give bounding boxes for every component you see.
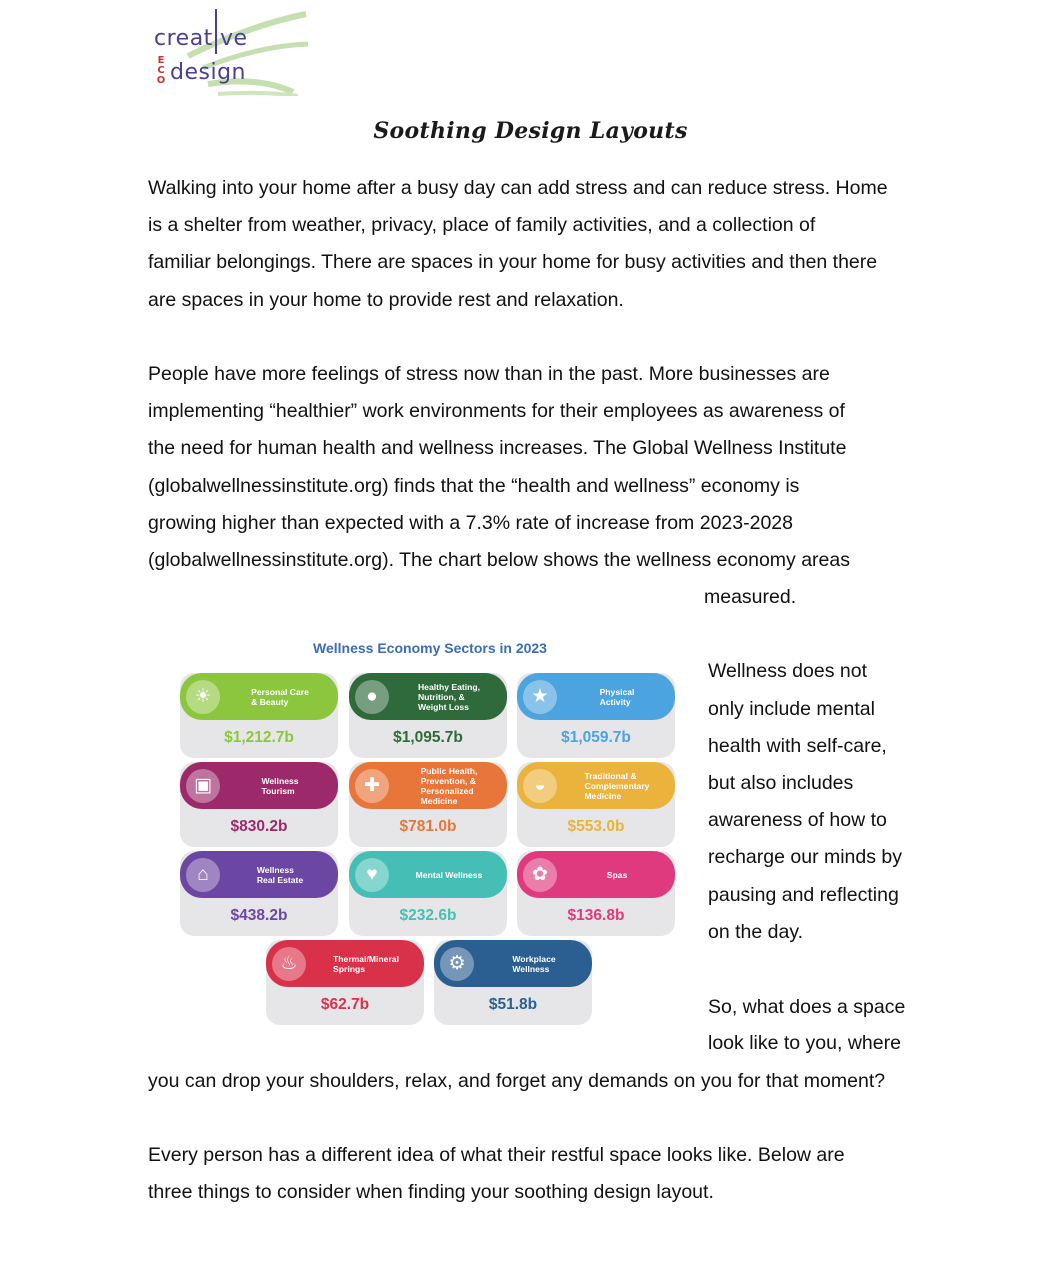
text-line: only include mental	[708, 698, 875, 720]
sector-pill	[517, 762, 675, 809]
text-line: the need for human health and wellness increases. The Global Wellness Institute	[148, 437, 847, 459]
text-line: familiar belongings. There are spaces in your home for busy activities and then there	[148, 251, 878, 273]
sector-icon: ☀	[186, 680, 220, 714]
sector-value: $1,212.7b	[224, 729, 294, 746]
text-line: pausing and reflecting	[708, 884, 899, 906]
sector-value: $1,095.7b	[393, 729, 463, 746]
sector-pill	[180, 673, 338, 720]
sector-value: $232.6b	[399, 907, 457, 924]
sector-card	[349, 673, 507, 758]
sector-label: Traditional & Complementary Medicine	[584, 770, 650, 801]
text-line: growing higher than expected with a 7.3% rate of increase from 2023-2028	[148, 512, 793, 534]
sector-label: Wellness Tourism	[261, 775, 299, 796]
sector-value: $136.8b	[567, 907, 625, 924]
sector-pill	[517, 851, 675, 898]
sector-label: Mental Wellness	[415, 869, 483, 880]
logo-eco-o: O	[156, 75, 166, 86]
sector-card	[517, 673, 675, 758]
sector-label: Healthy Eating, Nutrition, & Weight Loss	[417, 681, 481, 712]
text-line: measured.	[704, 586, 797, 608]
logo-eco-e: E	[157, 55, 165, 66]
sector-icon: ✿	[523, 858, 557, 892]
text-line: (globalwellnessinstitute.org). The chart below shows the wellness economy areas	[148, 549, 850, 571]
sector-pill	[349, 762, 507, 809]
sector-card	[180, 851, 338, 936]
sector-label: Personal Care & Beauty	[251, 686, 309, 707]
sector-value: $51.8b	[488, 996, 538, 1013]
text-line: People have more feelings of stress now than in the past. More businesses are	[148, 363, 830, 385]
text-line: recharge our minds by	[708, 846, 903, 868]
sector-value: $781.0b	[399, 818, 457, 835]
sector-pill	[434, 940, 592, 987]
sector-card	[517, 762, 675, 847]
text-line: Every person has a different idea of what their restful space looks like. Below are	[148, 1144, 845, 1166]
sector-label: Spas	[606, 869, 628, 880]
sector-label: Thermal/Mineral Springs	[333, 953, 399, 974]
sector-label: Wellness Real Estate	[256, 864, 304, 885]
sector-label: Physical Activity	[599, 686, 635, 707]
text-line: three things to consider when finding your soothing design layout.	[148, 1181, 714, 1203]
sector-icon: ★	[523, 680, 557, 714]
sector-icon: ⚙	[440, 947, 474, 981]
text-line: you can drop your shoulders, relax, and forget any demands on you for that moment?	[148, 1070, 886, 1092]
text-line: health with self-care,	[708, 735, 887, 757]
company-logo	[148, 6, 313, 96]
sector-card	[349, 762, 507, 847]
sector-icon: ✚	[355, 769, 389, 803]
sector-pill	[349, 851, 507, 898]
sector-pill	[517, 673, 675, 720]
logo-word-creat: creat	[154, 26, 213, 51]
sector-value: $830.2b	[230, 818, 288, 835]
sector-card	[349, 851, 507, 936]
sector-pill	[180, 762, 338, 809]
sector-icon: ⌂	[186, 858, 220, 892]
sector-card	[180, 762, 338, 847]
text-line: Wellness does not	[708, 660, 867, 682]
text-line: is a shelter from weather, privacy, place of family activities, and a collection of	[148, 214, 816, 236]
sector-icon: ♥	[355, 858, 389, 892]
text-line: look like to you, where	[708, 1032, 901, 1054]
sector-label: Public Health, Prevention, & Personalized Medicine	[420, 765, 478, 806]
page-title: Soothing Design Layouts	[373, 118, 688, 144]
infographic-title: Wellness Economy Sectors in 2023	[313, 640, 547, 656]
logo-eco-c: C	[157, 65, 165, 76]
sector-pill	[349, 673, 507, 720]
text-line: but also includes	[708, 772, 854, 794]
text-line: So, what does a space	[708, 996, 906, 1018]
sector-icon: ●	[355, 680, 389, 714]
sector-card	[266, 940, 424, 1025]
sector-card	[517, 851, 675, 936]
sector-icon: ♨	[272, 947, 306, 981]
sector-value: $1,059.7b	[561, 729, 631, 746]
text-line: implementing “healthier” work environments for their employees as awareness of	[148, 400, 845, 422]
logo-word-design: design	[170, 60, 246, 85]
text-line: on the day.	[708, 921, 804, 943]
sector-value: $62.7b	[320, 996, 370, 1013]
text-line: awareness of how to	[708, 809, 887, 831]
sector-pill	[266, 940, 424, 987]
sector-value: $553.0b	[567, 818, 625, 835]
sector-label: Workplace Wellness	[512, 953, 556, 974]
logo-word-ve: ve	[220, 26, 248, 51]
wellness-sectors-infographic	[170, 632, 690, 1032]
sector-value: $438.2b	[230, 907, 288, 924]
sector-icon: ▣	[186, 769, 220, 803]
sector-pill	[180, 851, 338, 898]
text-line: are spaces in your home to provide rest and relaxation.	[148, 289, 624, 311]
text-line: Walking into your home after a busy day can add stress and can reduce stress. Home	[148, 177, 888, 199]
text-line: (globalwellnessinstitute.org) finds that the “health and wellness” economy is	[148, 475, 800, 497]
sector-card	[180, 673, 338, 758]
sector-icon: ◒	[523, 769, 557, 803]
sector-card	[434, 940, 592, 1025]
